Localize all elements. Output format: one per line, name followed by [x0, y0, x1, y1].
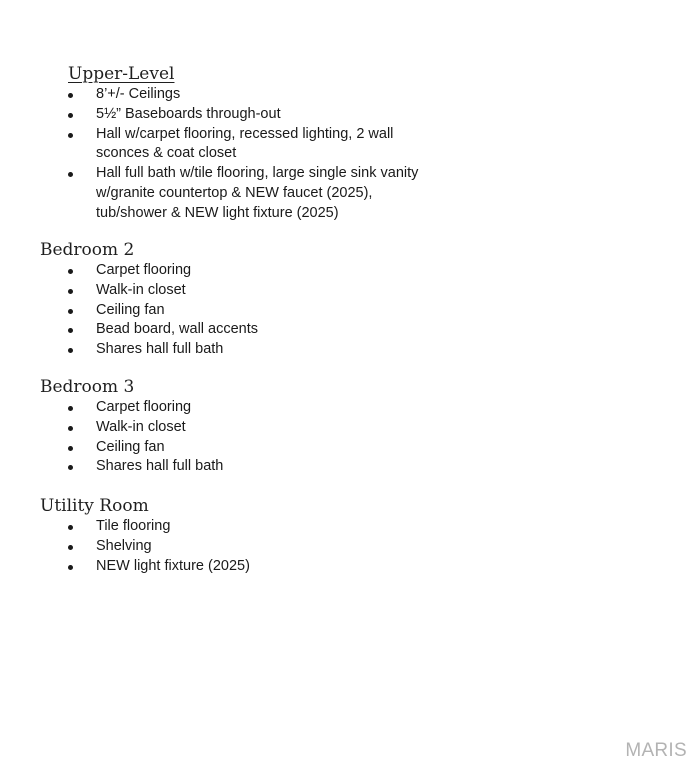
bullet-icon	[68, 565, 73, 570]
list-item: Walk-in closet	[68, 418, 428, 438]
list-item: Bead board, wall accents	[68, 320, 428, 340]
bullet-icon	[68, 446, 73, 451]
bullet-icon	[68, 289, 73, 294]
bullet-icon	[68, 309, 73, 314]
list-item: Shelving	[68, 537, 428, 557]
list-item: Hall w/carpet flooring, recessed lighting, 2 wall sconces & coat closet	[68, 125, 428, 165]
bullet-icon	[68, 172, 73, 177]
bullet-icon	[68, 133, 73, 138]
bullet-icon	[68, 113, 73, 118]
list-item: Ceiling fan	[68, 301, 428, 321]
bullet-icon	[68, 348, 73, 353]
bullet-icon	[68, 328, 73, 333]
list-item: Carpet flooring	[68, 261, 428, 281]
bullet-icon	[68, 525, 73, 530]
upper-level-list	[68, 85, 428, 224]
list-item: Shares hall full bath	[68, 340, 428, 360]
section-title-utility-room: Utility Room	[40, 496, 149, 516]
list-item: 5½” Baseboards through-out	[68, 105, 428, 125]
list-item: Shares hall full bath	[68, 457, 428, 477]
utility-room-list	[68, 517, 428, 576]
bullet-icon	[68, 426, 73, 431]
section-title-bedroom-3: Bedroom 3	[40, 377, 135, 397]
list-item: Ceiling fan	[68, 438, 428, 458]
bullet-icon	[68, 406, 73, 411]
list-item: Tile flooring	[68, 517, 428, 537]
list-item: Carpet flooring	[68, 398, 428, 418]
section-title-bedroom-2: Bedroom 2	[40, 240, 135, 260]
list-item: Hall full bath w/tile flooring, large single sink vanity w/granite countertop & NEW faucet (2025), tub/shower & NEW light fixture (2025)	[68, 164, 428, 223]
bullet-icon	[68, 545, 73, 550]
maris-watermark: MARIS	[625, 740, 687, 761]
bullet-icon	[68, 465, 73, 470]
bedroom-3-list	[68, 398, 428, 477]
list-item: Walk-in closet	[68, 281, 428, 301]
bullet-icon	[68, 93, 73, 98]
list-item: 8’+/- Ceilings	[68, 85, 428, 105]
section-title-upper-level: Upper-Level	[68, 64, 175, 84]
bullet-icon	[68, 269, 73, 274]
list-item: NEW light fixture (2025)	[68, 557, 428, 577]
bedroom-2-list	[68, 261, 428, 360]
